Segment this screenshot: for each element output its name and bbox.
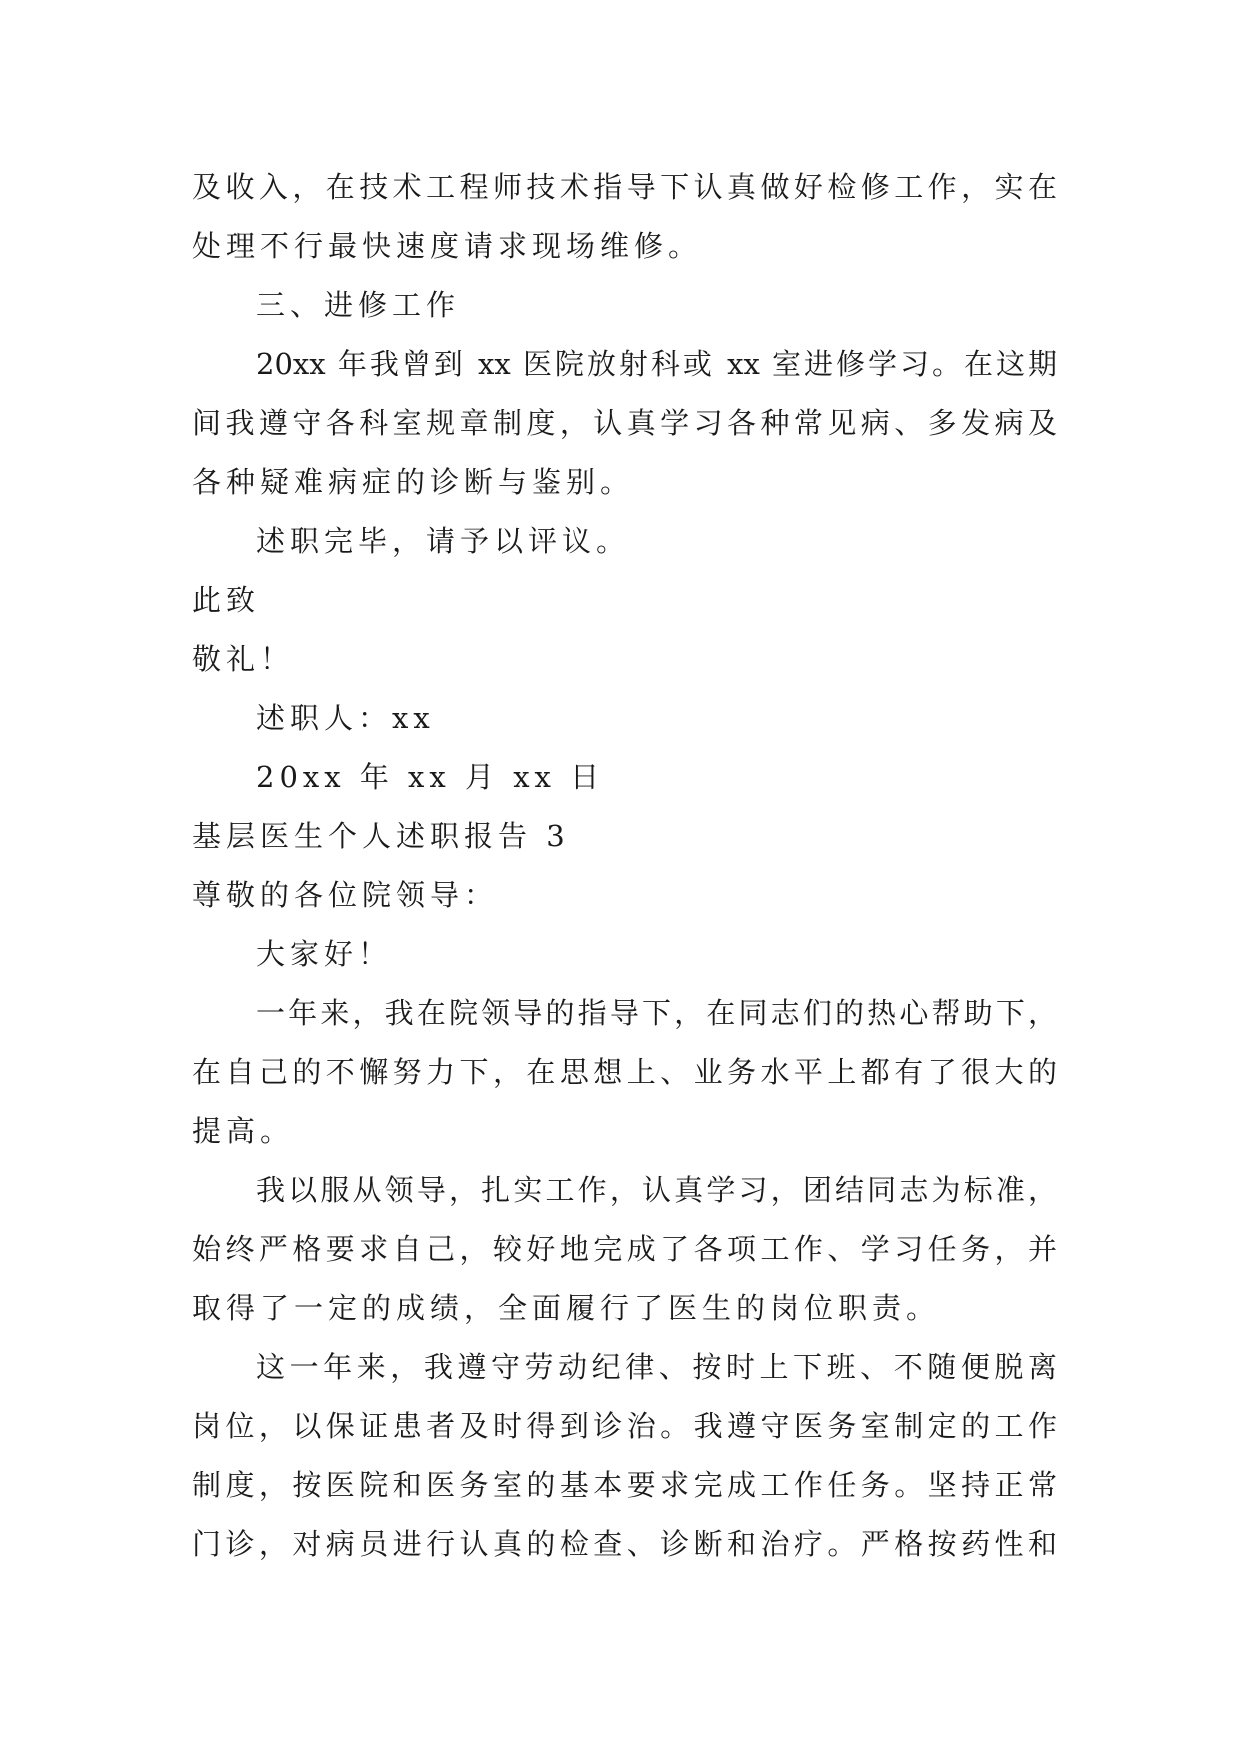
text-line: 始终严格要求自己，较好地完成了各项工作、学习任务，并	[192, 1232, 1057, 1266]
date-line: 20xx 年 xx 月 xx 日	[256, 760, 605, 794]
text-line: 提高。	[192, 1114, 295, 1148]
text-line: 这一年来，我遵守劳动纪律、按时上下班、不随便脱离	[256, 1350, 1057, 1384]
text-line: 述职完毕，请予以评议。	[256, 524, 631, 558]
text-line: 门诊，对病员进行认真的检查、诊断和治疗。严格按药性和	[192, 1527, 1057, 1561]
text-line: 制度，按医院和医务室的基本要求完成工作任务。坚持正常	[192, 1468, 1057, 1502]
document-body	[192, 158, 1057, 1574]
text-line: 一年来，我在院领导的指导下，在同志们的热心帮助下，	[256, 996, 1057, 1030]
salutation: 尊敬的各位院领导：	[192, 878, 499, 912]
closing-line: 敬礼！	[192, 642, 295, 676]
section-heading: 三、进修工作	[256, 288, 461, 322]
document-title: 基层医生个人述职报告 3	[192, 819, 570, 853]
text-line: 及收入，在技术工程师技术指导下认真做好检修工作，实在	[192, 170, 1057, 204]
signature-line: 述职人：xx	[256, 701, 435, 735]
text-line: 在自己的不懈努力下，在思想上、业务水平上都有了很大的	[192, 1055, 1057, 1089]
text-line: 处理不行最快速度请求现场维修。	[192, 229, 703, 263]
greeting: 大家好！	[256, 937, 393, 971]
text-line: 岗位，以保证患者及时得到诊治。我遵守医务室制定的工作	[192, 1409, 1057, 1443]
text-line: 取得了一定的成绩，全面履行了医生的岗位职责。	[192, 1291, 941, 1325]
text-line: 间我遵守各科室规章制度，认真学习各种常见病、多发病及	[192, 406, 1057, 440]
text-line: 我以服从领导，扎实工作，认真学习，团结同志为标准，	[256, 1173, 1057, 1207]
text-line: 20xx 年我曾到 xx 医院放射科或 xx 室进修学习。在这期	[256, 347, 1057, 381]
text-line: 各种疑难病症的诊断与鉴别。	[192, 465, 635, 499]
closing-line: 此致	[192, 583, 261, 617]
